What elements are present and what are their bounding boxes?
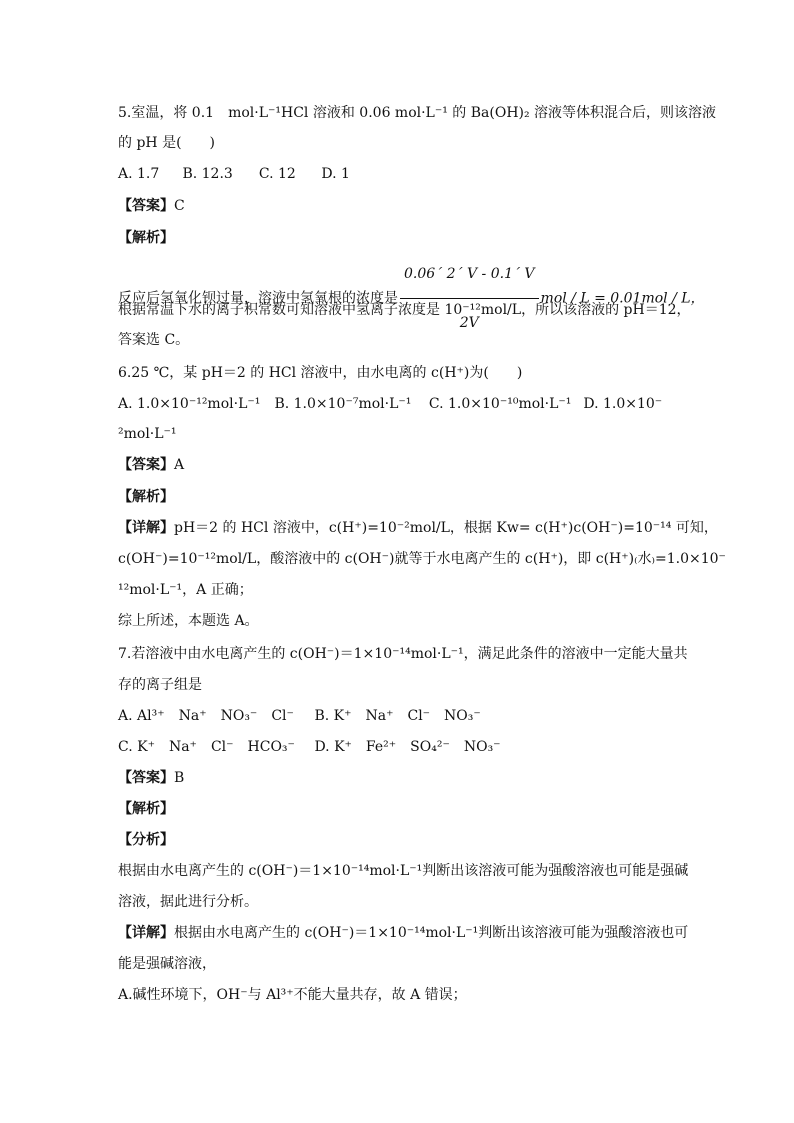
q7-stem-line1: 7.若溶液中由水电离产生的 c(OH⁻)＝1×10⁻¹⁴mol·L⁻¹，满足此条件的溶液中一定能大量共 <box>118 646 688 662</box>
q6-option-a: A. 1.0×10⁻¹²mol·L⁻¹ <box>118 396 261 412</box>
q5-option-b: B. 12.3 <box>182 166 233 182</box>
q7-fenxi-line2: 溶液，据此进行分析。 <box>118 894 258 910</box>
q6-option-c: C. 1.0×10⁻¹⁰mol·L⁻¹ <box>428 396 572 412</box>
q5-option-d: D. 1 <box>321 166 350 182</box>
q7-options-row1 <box>118 706 481 726</box>
q5-explanation-line2: 根据常温下水的离子积常数可知溶液中氢离子浓度是 10⁻¹²mol/L，所以该溶液的 pH＝12， <box>118 302 691 318</box>
detail-label: 【详解】 <box>118 925 174 941</box>
answer-label: 【答案】 <box>118 457 174 473</box>
q7-detail-line3: A.碱性环境下，OH⁻与 Al³⁺不能大量共存，故 A 错误； <box>118 987 467 1003</box>
detail-label: 【详解】 <box>118 520 174 536</box>
q5-explanation-line1 <box>118 252 705 345</box>
q7-fenxi-line1: 根据由水电离产生的 c(OH⁻)＝1×10⁻¹⁴mol·L⁻¹判断出该溶液可能为强酸溶液也可能是强碱 <box>118 863 689 879</box>
q7-detail-line1 <box>118 923 688 943</box>
q6-options <box>118 394 662 414</box>
q7-options-row2 <box>118 737 501 757</box>
q5-stem-line1: 5.室温，将 0.1 mol·L⁻¹HCl 溶液和 0.06 mol·L⁻¹ 的 Ba(OH)₂ 溶液等体积混合后，则该溶液 <box>118 105 717 121</box>
answer-value: C <box>174 198 185 214</box>
q7-detail-line2: 能是强碱溶液， <box>118 956 216 972</box>
q5-option-a: A. 1.7 <box>118 166 160 182</box>
q6-detail-text1: pH＝2 的 HCl 溶液中，c(H⁺)=10⁻²mol/L，根据 Kw= c(H⁺)c(OH⁻)=10⁻¹⁴ 可知， <box>174 520 718 536</box>
q5-answer <box>118 196 185 216</box>
q7-option-b: B. K⁺ Na⁺ Cl⁻ NO₃⁻ <box>314 708 481 724</box>
q5-fraction <box>400 252 539 345</box>
q6-detail-line2: c(OH⁻)=10⁻¹²mol/L，酸溶液中的 c(OH⁻)就等于水电离产生的 c(H⁺)，即 c(H⁺)₍水₎=1.0×10⁻ <box>118 551 726 567</box>
q6-option-b: B. 1.0×10⁻⁷mol·L⁻¹ <box>274 396 412 412</box>
q7-option-c: C. K⁺ Na⁺ Cl⁻ HCO₃⁻ <box>118 739 295 755</box>
q5-analysis-label: 【解析】 <box>118 230 174 246</box>
q6-analysis-label: 【解析】 <box>118 489 174 505</box>
q6-option-d: D. 1.0×10⁻ <box>583 396 663 412</box>
q6-answer <box>118 455 184 475</box>
q6-stem: 6.25 ℃，某 pH＝2 的 HCl 溶液中，由水电离的 c(H⁺)为( ) <box>118 365 523 381</box>
q6-option-d-cont: ²mol·L⁻¹ <box>118 426 177 442</box>
q7-fenxi-label: 【分析】 <box>118 832 174 848</box>
q5-options <box>118 164 350 184</box>
q6-detail-line1 <box>118 518 718 538</box>
q7-option-a: A. Al³⁺ Na⁺ NO₃⁻ Cl⁻ <box>118 708 294 724</box>
q5-fraction-numerator: 0.06´ 2´ V - 0.1´ V <box>400 252 539 299</box>
q5-explanation-line3: 答案选 C。 <box>118 332 190 348</box>
q7-option-d: D. K⁺ Fe²⁺ SO₄²⁻ NO₃⁻ <box>314 739 501 755</box>
q7-detail-text1: 根据由水电离产生的 c(OH⁻)＝1×10⁻¹⁴mol·L⁻¹判断出该溶液可能为强酸溶液也可 <box>174 925 689 941</box>
answer-value: B <box>174 770 185 786</box>
q7-stem-line2: 存的离子组是 <box>118 677 202 693</box>
q5-option-c: C. 12 <box>258 166 296 182</box>
q5-expl-suffix: mol / L = 0.01mol / L， <box>540 290 705 307</box>
q5-expl-prefix: 反应后氢氧化钡过量，溶液中氢氧根的浓度是 <box>118 290 398 307</box>
answer-label: 【答案】 <box>118 770 174 786</box>
answer-value: A <box>174 457 185 473</box>
q6-detail-line3: ¹²mol·L⁻¹，A 正确； <box>118 582 253 598</box>
q7-answer <box>118 768 184 788</box>
q6-summary: 综上所述，本题选 A。 <box>118 613 259 629</box>
q5-fraction-denominator: 2V <box>459 315 479 331</box>
answer-label: 【答案】 <box>118 198 174 214</box>
q5-stem-line2: 的 pH 是( ) <box>118 135 215 151</box>
q7-analysis-label: 【解析】 <box>118 801 174 817</box>
